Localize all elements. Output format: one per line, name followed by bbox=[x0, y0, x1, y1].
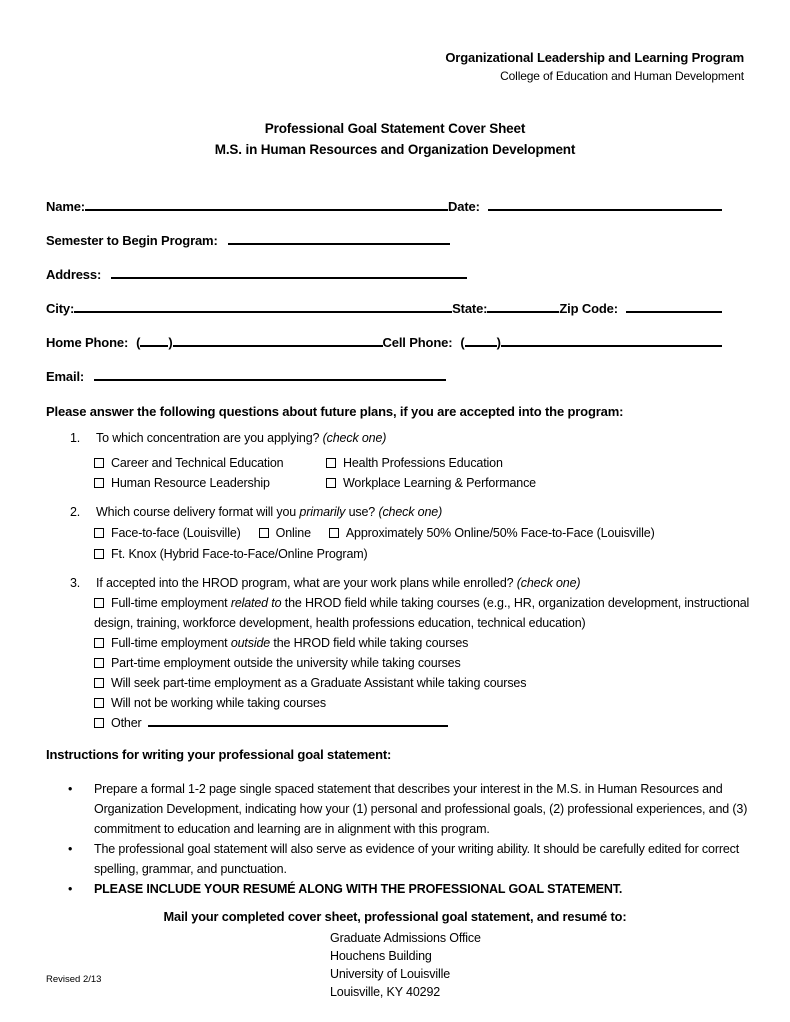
option-label: Online bbox=[275, 526, 311, 540]
mail-address-line2: Houchens Building bbox=[330, 949, 432, 963]
name-field-line bbox=[85, 198, 448, 211]
home-phone-paren-close: ) bbox=[168, 335, 173, 350]
option-parttime-outside bbox=[94, 653, 758, 673]
bullet-item-3 bbox=[46, 879, 758, 899]
option-label: Approximately 50% Online/50% Face-to-Face (Louisville) bbox=[345, 526, 655, 540]
option-label: Face-to-face (Louisville) bbox=[111, 526, 241, 540]
date-field-line bbox=[488, 198, 722, 211]
other-field-line bbox=[148, 714, 448, 727]
address-row bbox=[46, 266, 722, 286]
cell-area-code-line bbox=[465, 334, 497, 347]
home-area-code-line bbox=[140, 334, 168, 347]
letterhead bbox=[46, 0, 744, 86]
semester-label: Semester to Begin Program: bbox=[46, 233, 218, 248]
option-text-post: the HROD field while taking courses bbox=[270, 636, 469, 650]
email-field-line bbox=[94, 368, 446, 381]
option-ft-knox bbox=[94, 544, 368, 564]
home-phone-paren-open: ( bbox=[136, 335, 141, 350]
checkbox-ft-knox bbox=[94, 549, 104, 559]
option-text-pre: Full-time employment bbox=[111, 636, 231, 650]
checkbox-not-working bbox=[94, 698, 104, 708]
home-phone-label: Home Phone: bbox=[46, 335, 129, 350]
city-state-zip-row bbox=[46, 300, 722, 320]
option-label: Health Professions Education bbox=[343, 456, 503, 470]
email-label: Email: bbox=[46, 369, 85, 384]
option-other bbox=[94, 713, 758, 733]
address-field-line bbox=[111, 266, 467, 279]
checkbox-fulltime-outside bbox=[94, 638, 104, 648]
option-health-professions-education bbox=[326, 453, 744, 473]
home-phone-field-line bbox=[173, 334, 383, 347]
phone-row bbox=[46, 334, 722, 354]
bullet-2-text: The professional goal statement will also serve as evidence of your writing ability. It should be carefully edited for correct spelling, grammar, and punctuation. bbox=[94, 842, 740, 876]
city-label: City: bbox=[46, 301, 75, 316]
question-3-check-one: (check one) bbox=[516, 576, 581, 590]
question-3-number: 3. bbox=[70, 576, 81, 590]
address-label: Address: bbox=[46, 267, 102, 282]
option-label: Ft. Knox (Hybrid Face-to-Face/Online Program) bbox=[111, 547, 368, 561]
state-label: State: bbox=[452, 301, 488, 316]
cell-phone-paren-close: ) bbox=[496, 335, 501, 350]
questions-intro: Please answer the following questions about future plans, if you are accepted into the program: bbox=[46, 404, 624, 419]
question-1-text bbox=[96, 428, 744, 448]
bullet-icon: • bbox=[68, 842, 73, 856]
instructions-heading: Instructions for writing your professional goal statement: bbox=[46, 747, 392, 762]
option-label: Workplace Learning & Performance bbox=[343, 476, 536, 490]
question-2-text-mid: use? bbox=[345, 505, 379, 519]
question-2 bbox=[46, 502, 744, 522]
question-1-text-main: To which concentration are you applying? bbox=[96, 431, 323, 445]
option-50-50 bbox=[329, 523, 655, 543]
contact-form bbox=[46, 198, 744, 388]
cell-phone-label: Cell Phone: bbox=[382, 335, 453, 350]
zip-field-line bbox=[626, 300, 722, 313]
checkbox-health-professions-education bbox=[326, 458, 336, 468]
revision-note: Revised 2/13 bbox=[46, 974, 102, 985]
college-name: College of Education and Human Development bbox=[500, 69, 744, 83]
bullet-icon: • bbox=[68, 782, 73, 796]
checkbox-parttime-outside bbox=[94, 658, 104, 668]
question-2-text bbox=[96, 502, 744, 522]
checkbox-online bbox=[259, 528, 269, 538]
question-1 bbox=[46, 428, 744, 448]
option-online bbox=[259, 523, 311, 543]
question-3 bbox=[46, 573, 744, 593]
option-career-technical-education bbox=[94, 453, 326, 473]
bullet-1-text: Prepare a formal 1-2 page single spaced statement that describes your interest in the M.S. in Human Resources and Organization Development, indicating how your (1) personal and professional goals, (2) professional experiences, and (3) commitment to education and learning are in alignment with this program. bbox=[94, 782, 748, 836]
semester-field-line bbox=[228, 232, 450, 245]
question-1-options bbox=[94, 453, 744, 493]
option-fulltime-related bbox=[94, 593, 758, 633]
question-3-text-main: If accepted into the HROD program, what are your work plans while enrolled? bbox=[96, 576, 517, 590]
option-label: Career and Technical Education bbox=[111, 456, 284, 470]
checkbox-human-resource-leadership bbox=[94, 478, 104, 488]
bullet-item-1 bbox=[46, 779, 758, 839]
option-text-pre: Full-time employment bbox=[111, 596, 231, 610]
email-row bbox=[46, 368, 722, 388]
checkbox-face-to-face bbox=[94, 528, 104, 538]
mail-address-line4: Louisville, KY 40292 bbox=[330, 985, 441, 999]
checkbox-workplace-learning-performance bbox=[326, 478, 336, 488]
zip-label: Zip Code: bbox=[559, 301, 618, 316]
mail-address-line1: Graduate Admissions Office bbox=[330, 931, 481, 945]
name-label: Name: bbox=[46, 199, 85, 214]
checkbox-fulltime-related bbox=[94, 598, 104, 608]
cell-phone-field-line bbox=[501, 334, 722, 347]
name-date-row bbox=[46, 198, 722, 218]
question-2-primarily: primarily bbox=[299, 505, 346, 519]
option-human-resource-leadership bbox=[94, 473, 326, 493]
checkbox-other bbox=[94, 718, 104, 728]
question-2-options-row2 bbox=[94, 544, 744, 564]
option-text-italic: outside bbox=[230, 636, 271, 650]
cell-phone-paren-open: ( bbox=[460, 335, 465, 350]
option-text-post: the HROD field while taking courses (e.g., HR, organization development, instructional design, training, workforce development, health professions education, technical education) bbox=[94, 596, 750, 630]
checkbox-career-technical-education bbox=[94, 458, 104, 468]
option-fulltime-outside bbox=[94, 633, 758, 653]
checkbox-50-50 bbox=[329, 528, 339, 538]
semester-row bbox=[46, 232, 722, 252]
option-label: Human Resource Leadership bbox=[111, 476, 270, 490]
question-2-number: 2. bbox=[70, 505, 81, 519]
option-workplace-learning-performance bbox=[326, 473, 744, 493]
mail-address-block bbox=[330, 929, 744, 1001]
bullet-3-text: PLEASE INCLUDE YOUR RESUMÉ ALONG WITH THE PROFESSIONAL GOAL STATEMENT. bbox=[94, 882, 623, 896]
option-not-working bbox=[94, 693, 758, 713]
title-line1: Professional Goal Statement Cover Sheet bbox=[264, 121, 526, 136]
state-field-line bbox=[487, 300, 559, 313]
question-2-check-one: (check one) bbox=[378, 505, 443, 519]
question-3-text bbox=[96, 573, 744, 593]
question-2-options-row1 bbox=[94, 523, 744, 543]
option-text-italic: related to bbox=[230, 596, 282, 610]
city-field-line bbox=[74, 300, 452, 313]
question-1-number: 1. bbox=[70, 431, 81, 445]
option-label: Will not be working while taking courses bbox=[111, 696, 326, 710]
checkbox-graduate-assistant bbox=[94, 678, 104, 688]
instructions-bullets bbox=[46, 779, 758, 899]
program-name: Organizational Leadership and Learning Program bbox=[445, 50, 744, 65]
option-face-to-face bbox=[94, 523, 241, 543]
question-3-options bbox=[46, 593, 758, 733]
date-label: Date: bbox=[448, 199, 480, 214]
bullet-item-2 bbox=[46, 839, 758, 879]
option-label: Other bbox=[111, 716, 142, 730]
mail-address-line3: University of Louisville bbox=[330, 967, 451, 981]
option-label: Part-time employment outside the university while taking courses bbox=[111, 656, 461, 670]
document-title bbox=[46, 118, 744, 160]
question-1-check-one: (check one) bbox=[322, 431, 387, 445]
mail-instruction: Mail your completed cover sheet, professional goal statement, and resumé to: bbox=[163, 909, 627, 924]
title-line2: M.S. in Human Resources and Organization Development bbox=[214, 142, 576, 157]
option-graduate-assistant bbox=[94, 673, 758, 693]
bullet-icon: • bbox=[68, 882, 73, 896]
question-2-text-pre: Which course delivery format will you bbox=[96, 505, 300, 519]
option-label: Will seek part-time employment as a Graduate Assistant while taking courses bbox=[111, 676, 527, 690]
